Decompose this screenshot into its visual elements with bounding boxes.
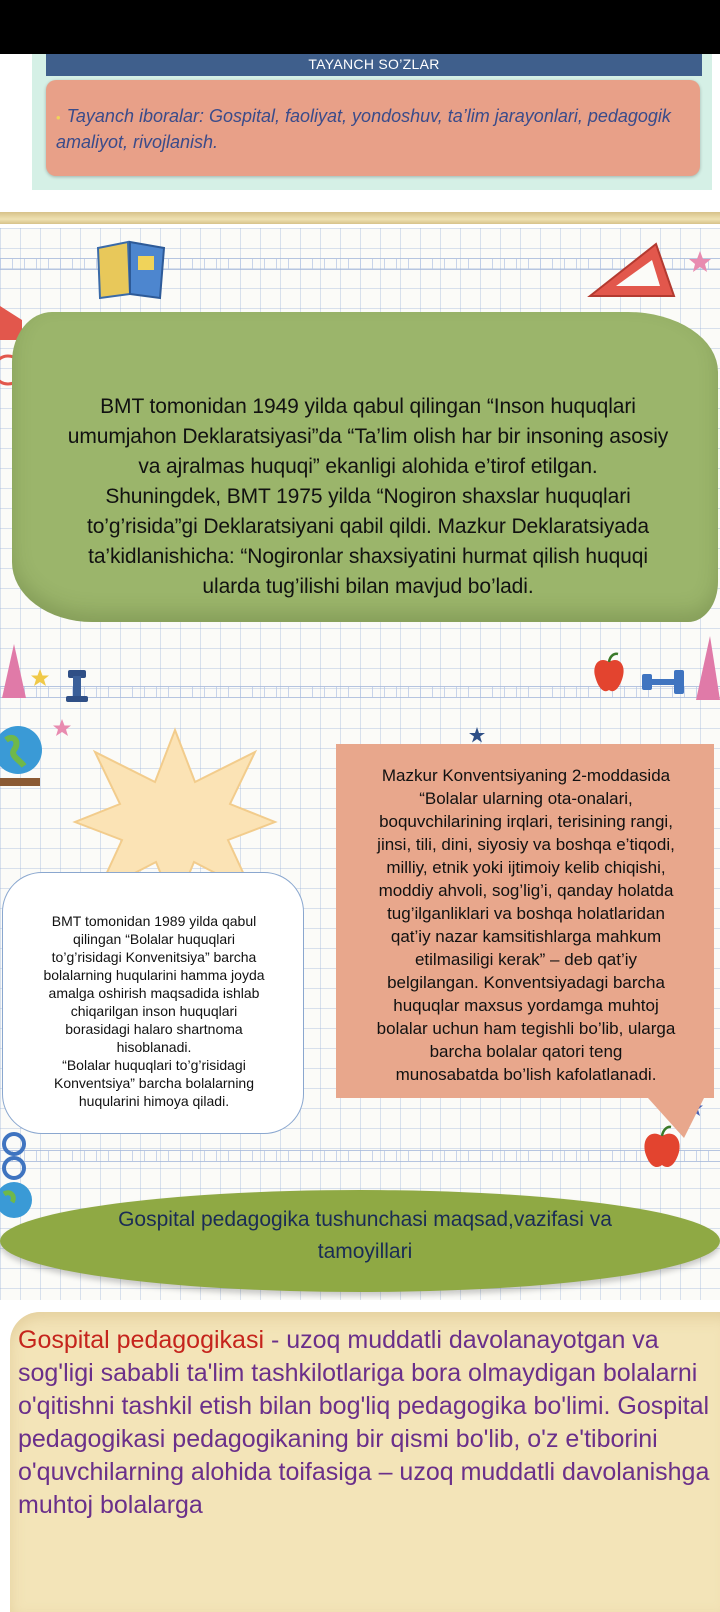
keywords-header: TAYANCH SO’ZLAR [46, 54, 702, 76]
definition-body: - uzoq muddatli davolanayotgan va sog'ligi sababli ta'lim tashkilotlariga bora olmaydigan bolalarni o'qitishni tashkil etish bilan bog'liq pedagogika bo'limi. Gospital pedagogikasi pedagogikaning bir qismi bo'lib, o'z e'tiborini o'quvchilarning alohida toifasiga – uzoq muddatli davolanishga muhtoj bolalarga [18, 1326, 710, 1519]
star-icon [688, 250, 712, 274]
status-bar [0, 0, 720, 54]
globe-icon [0, 716, 50, 796]
triangle-ruler-icon [586, 240, 678, 300]
star-icon [30, 668, 50, 688]
pushpin-icon [640, 664, 688, 700]
ruler-bottom [0, 1150, 720, 1162]
slide-separator [0, 212, 720, 224]
crayon-icon [692, 632, 720, 702]
keywords-label: Tayanch iboralar: [66, 106, 204, 126]
star-icon [468, 726, 486, 744]
scissors-icon [0, 1130, 40, 1180]
definition-term: Gospital pedagogikasi [18, 1326, 264, 1354]
pushpin-icon [62, 668, 96, 708]
keywords-list: Gospital, faoliyat, yondoshuv, ta’lim jarayonlari, pedagogik amaliyot, rivojlanish. [56, 106, 671, 152]
apple-icon [592, 652, 626, 696]
definition-text [18, 1324, 718, 1522]
declaration-text: BMT tomonidan 1949 yilda qabul qilingan “Inson huquqlari umumjahon Deklaratsiyasi”da “Ta’lim olish har bir insoning asosiy va ajralmas huquqi” ekanligi alohida e’tirof etilgan. Shuningdek, BMT 1975 yilda “Nogiron shaxslar huquqlari to’g’risida”gi Deklaratsiyani qabil qildi. Mazkur Deklaratsiyada ta’kidlanishicha: “Nogironlar shaxsiyatini hurmat qilish huquqi ularda tug’ilishi bilan mavjud bo’ladi. [67, 395, 669, 598]
bullet-icon: • [56, 110, 61, 125]
section-title: Gospital pedagogika tushunchasi maqsad,vazifasi va tamoyillari [118, 1208, 612, 1263]
keywords-text [56, 104, 696, 155]
convention-text: BMT tomonidan 1989 yilda qabul qilingan “Bolalar huquqlari to’g’risidagi Konvenitsiya” barcha bolalarning huqularini hamma joyda amalga oshirish maqsadida ishlab chiqarilgan inson huquqlari borasidagi halaro shartnoma hisoblanadi. “Bolalar huquqlari to’g’risidagi Konventsiya” barcha bolalarning huqularini himoya qiladi. [43, 913, 265, 1109]
crayon-icon [0, 640, 30, 700]
article-text: Mazkur Konventsiyaning 2-moddasida “Bolalar ularning ota-onalari, boquvchilarining irqlari, terisining rangi, jinsi, tili, dini, siyosiy va boshqa e’tiqodi, milliy, etnik yoki ijtimoiy kelib chiqishi, moddiy ahvoli, sog’lig’i, qanday holatda tug’ilganliklari va boshqa holatlaridan qat’iy nazar kamsitishlarga mahkum etilmasiligi kerak” – deb qat’iy belgilangan. Konventsiyadagi barcha huquqlar maxsus yordamga muhtoj bolalar uchun ham tegishli bo’lib, ularga barcha bolalar qatori teng munosabatda bo’lish kafolatlanadi. [376, 766, 676, 1084]
star-icon [52, 718, 72, 738]
book-icon [94, 238, 168, 300]
